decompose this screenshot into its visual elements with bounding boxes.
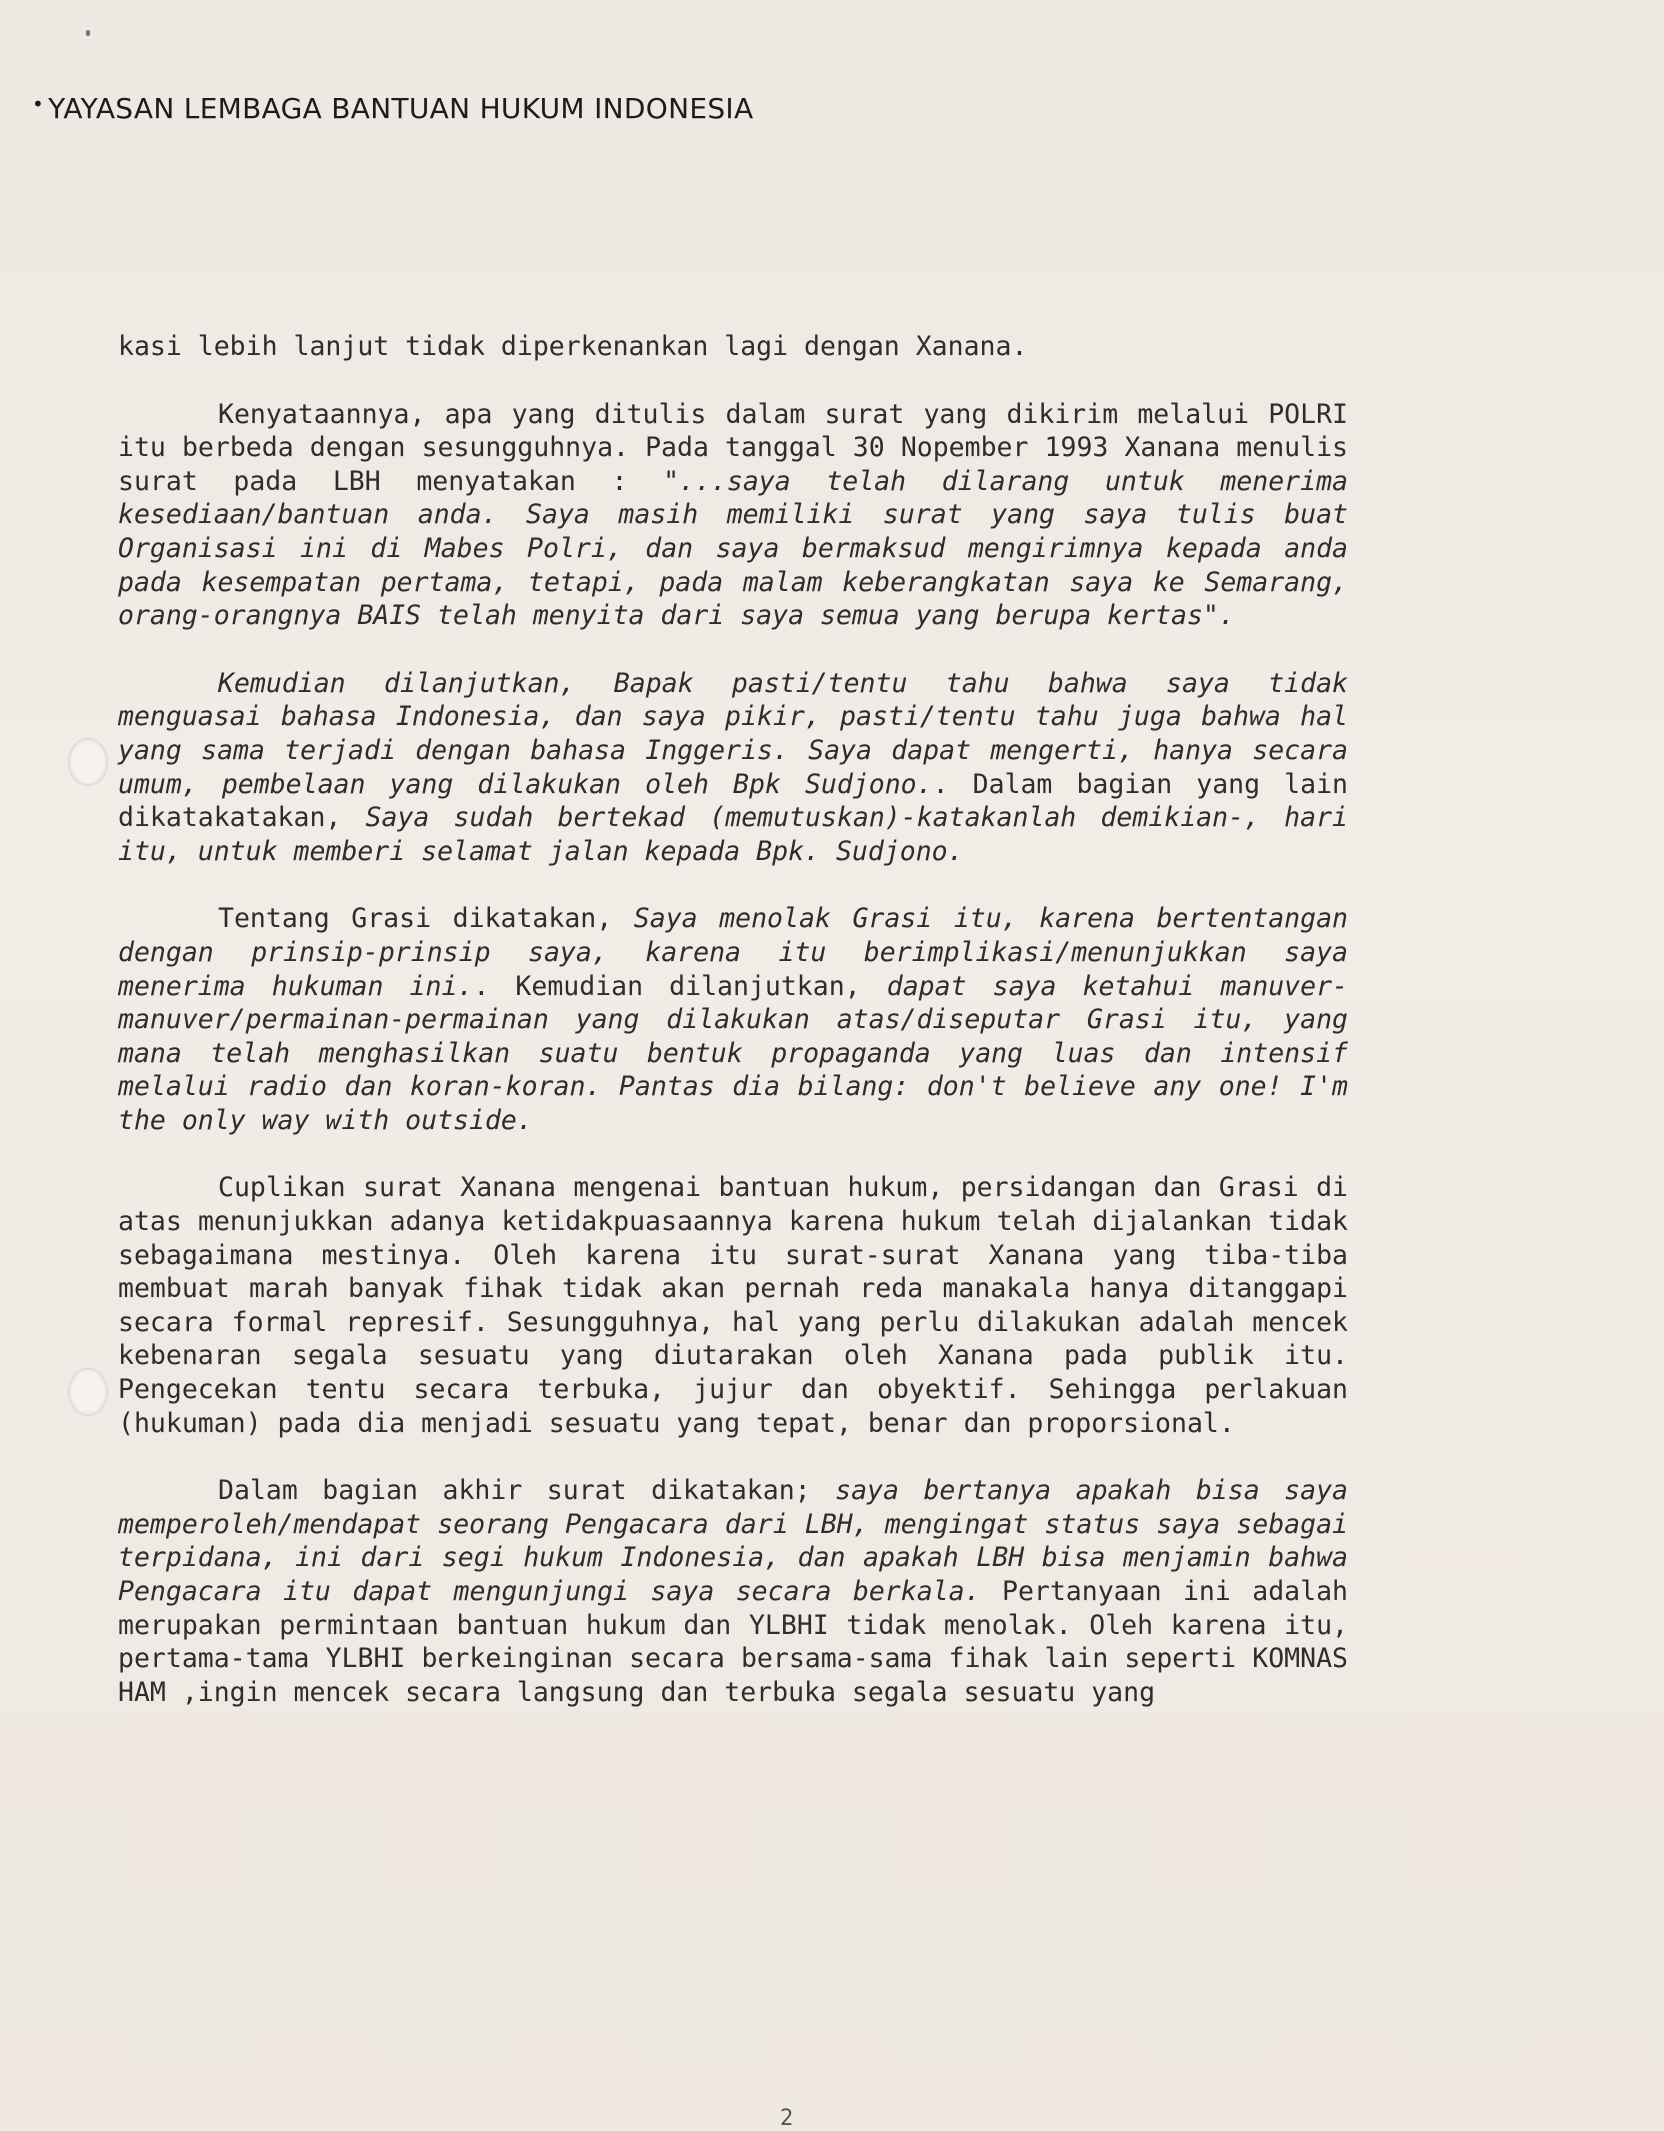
- paper-speck: [86, 30, 90, 36]
- paragraph-1-text: kasi lebih lanjut tidak diperkenankan lagi dengan Xanana.: [118, 331, 1028, 362]
- paragraph-4: [118, 902, 1348, 1137]
- paragraph-2-quote: "...saya telah dilarang untuk menerima kesediaan/bantuan anda. Saya masih memiliki surat yang saya tulis buat Organisasi ini di Mabes Polri, dan saya bermaksud mengirimnya kepada anda pada kesempatan pertama, tetapi, pada malam keberangkatan saya ke Semarang, orang-orangnya BAIS telah menyita dari saya semua yang berupa kertas".: [118, 465, 1348, 632]
- punch-hole-bottom: [68, 1368, 108, 1416]
- letterhead: [32, 92, 753, 125]
- paragraph-6-text-a: Dalam bagian akhir surat dikatakan;: [218, 1475, 836, 1507]
- paragraph-4-quote-b: dapat saya ketahui manuver-manuver/permainan-permainan yang dilakukan atas/diseputar Grasi itu, yang mana telah menghasilkan suatu bentuk propaganda yang luas dan intensif melalui radio dan koran-koran. Pantas dia bilang: don't believe any one! I'm the only way with outside.: [118, 970, 1348, 1136]
- paragraph-2-text: Kenyataannya, apa yang ditulis dalam surat yang dikirim melalui POLRI itu berbeda dengan sesungguhnya. Pada tanggal 30 Nopember 1993 Xanana menulis surat pada LBH menyatakan :: [118, 398, 1348, 497]
- letter-body: [118, 330, 1348, 1709]
- paragraph-3-quote-b: Saya sudah bertekad (memutuskan)-katakanlah demikian-, hari itu, untuk memberi selamat jalan kepada Bpk. Sudjono.: [118, 802, 1348, 867]
- paragraph-6-text-b: Pertanyaan ini adalah merupakan permintaan bantuan hukum dan YLBHI tidak menolak. Oleh karena itu, pertama-tama YLBHI berkeinginan secara bersama-sama fihak lain seperti KOMNAS HAM ,ingin mencek secara langsung dan terbuka segala sesuatu yang: [118, 1576, 1348, 1708]
- page-number: 2: [780, 2106, 794, 2131]
- paragraph-4-text-b: . Kemudian dilanjutkan,: [473, 970, 887, 1002]
- paragraph-2: [118, 398, 1348, 633]
- paragraph-4-text-a: Tentang Grasi dikatakan,: [218, 903, 634, 935]
- letterhead-mark: •: [32, 92, 45, 116]
- paragraph-5-text: Cuplikan surat Xanana mengenai bantuan hukum, persidangan dan Grasi di atas menunjukkan adanya ketidakpuasaannya karena hukum telah dijalankan tidak sebagaimana mestinya. Oleh karena itu surat-surat Xanana yang tiba-tiba membuat marah banyak fihak tidak akan pernah reda manakala hanya ditanggapi secara formal represif. Sesungguhnya, hal yang perlu dilakukan adalah mencek kebenaran segala sesuatu yang diutarakan oleh Xanana pada publik itu. Pengecekan tentu secara terbuka, jujur dan obyektif. Sehingga perlakuan (hukuman) pada dia menjadi sesuatu yang tepat, benar dan proporsional.: [118, 1172, 1348, 1439]
- paragraph-1: [118, 330, 1348, 364]
- paragraph-3-text: . Dalam bagian yang lain dikatakatakan,: [118, 768, 1348, 834]
- paragraph-6: [118, 1474, 1348, 1709]
- paragraph-3: [118, 667, 1348, 869]
- organization-name: YAYASAN LEMBAGA BANTUAN HUKUM INDONESIA: [48, 92, 754, 125]
- paragraph-5: [118, 1171, 1348, 1440]
- punch-hole-top: [68, 738, 108, 786]
- paragraph-6-quote: saya bertanya apakah bisa saya memperoleh/mendapat seorang Pengacara dari LBH, mengingat status saya sebagai terpidana, ini dari segi hukum Indonesia, dan apakah LBH bisa menjamin bahwa Pengacara itu dapat mengunjungi saya secara berkala.: [118, 1475, 1348, 1607]
- paragraph-4-quote-a: Saya menolak Grasi itu, karena bertentangan dengan prinsip-prinsip saya, karena itu berimplikasi/menunjukkan saya menerima hukuman ini.: [118, 903, 1349, 1002]
- paragraph-3-quote-a: Kemudian dilanjutkan, Bapak pasti/tentu tahu bahwa saya tidak menguasai bahasa Indonesia, dan saya pikir, pasti/tentu tahu juga bahwa hal yang sama terjadi dengan bahasa Inggeris. Saya dapat mengerti, hanya secara umum, pembelaan yang dilakukan oleh Bpk Sudjono.: [118, 667, 1348, 800]
